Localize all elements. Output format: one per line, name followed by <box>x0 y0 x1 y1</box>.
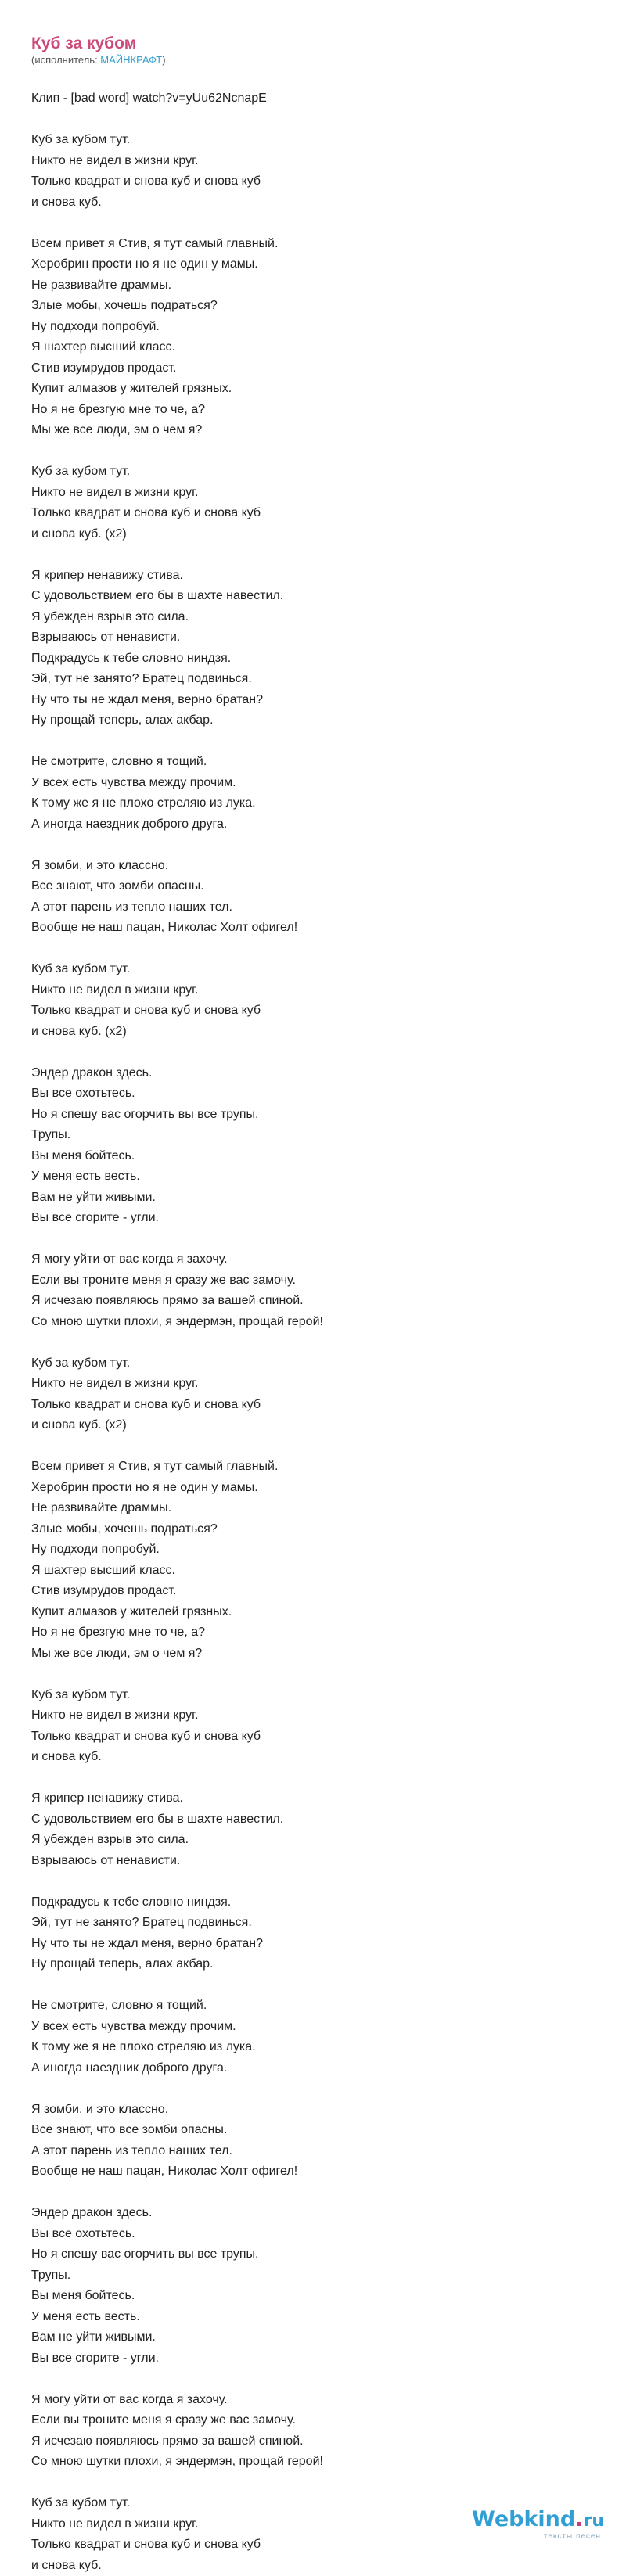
lyric-line: Херобрин прости но я не один у мамы. <box>31 1478 610 1499</box>
lyric-line: Злые мобы, хочешь подраться? <box>31 296 610 317</box>
stanza <box>31 1996 610 2078</box>
stanza <box>31 130 610 213</box>
lyric-line: Никто не видел в жизни круг. <box>31 2514 610 2535</box>
lyric-line: А иногда наездник доброго друга. <box>31 814 610 835</box>
lyric-line: Только квадрат и снова куб и снова куб <box>31 1395 610 1416</box>
lyric-line: Только квадрат и снова куб и снова куб <box>31 503 610 524</box>
lyric-line: Херобрин прости но я не один у мамы. <box>31 254 610 275</box>
lyric-line: Ну прощай теперь, алах акбар. <box>31 710 610 731</box>
stanza <box>31 1249 610 1332</box>
stanza <box>31 2203 610 2369</box>
lyric-line: Только квадрат и снова куб и снова куб <box>31 1726 610 1748</box>
logo-tld: ru <box>583 2511 604 2531</box>
lyric-line: Куб за кубом тут. <box>31 959 610 980</box>
performer-prefix: (исполнитель: <box>31 54 100 66</box>
lyric-line: Я крипер ненавижу стива. <box>31 566 610 587</box>
logo-wordmark <box>472 2509 604 2532</box>
lyric-line: Взрываюсь от ненависти. <box>31 1851 610 1872</box>
lyric-line: Вам не уйти живыми. <box>31 1187 610 1209</box>
lyric-line: Стив изумрудов продаст. <box>31 1581 610 1602</box>
lyric-line: Вы все охотьтесь. <box>31 2224 610 2245</box>
stanza <box>31 856 610 939</box>
lyric-line: и снова куб. (x2) <box>31 1022 610 1043</box>
lyric-line: У всех есть чувства между прочим. <box>31 773 610 794</box>
lyric-line: Не развивайте драммы. <box>31 275 610 296</box>
lyric-line: Вообще не наш пацан, Николас Холт офигел! <box>31 918 610 939</box>
lyric-line: Не смотрите, словно я тощий. <box>31 752 610 773</box>
lyric-line: Вы все сгорите - угли. <box>31 1208 610 1229</box>
lyric-line: и снова куб. (x2) <box>31 1415 610 1436</box>
stanza <box>31 959 610 1042</box>
stanza <box>31 1457 610 1664</box>
lyric-line: К тому же я не плохо стреляю из лука. <box>31 793 610 814</box>
site-logo[interactable] <box>472 2509 604 2541</box>
lyric-line: Эй, тут не занято? Братец подвинься. <box>31 1913 610 1934</box>
stanza <box>31 1685 610 1768</box>
performer-line <box>31 53 610 67</box>
lyric-line: Я убежден взрыв это сила. <box>31 1830 610 1851</box>
stanza <box>31 566 610 731</box>
lyric-line: Только квадрат и снова куб и снова куб <box>31 1001 610 1022</box>
lyric-line: Только квадрат и снова куб и снова куб <box>31 171 610 192</box>
lyric-line: Ну подходи попробуй. <box>31 317 610 338</box>
lyric-line: Если вы троните меня я сразу же вас замочу. <box>31 1270 610 1292</box>
lyric-line: Я крипер ненавижу стива. <box>31 1788 610 1809</box>
lyric-line: и снова куб. <box>31 192 610 214</box>
stanza <box>31 1063 610 1229</box>
lyric-line: Мы же все люди, эм о чем я? <box>31 1644 610 1665</box>
lyric-line: Трупы. <box>31 2265 610 2287</box>
lyric-line: Эндер дракон здесь. <box>31 1063 610 1084</box>
lyric-line: У меня есть весть. <box>31 2307 610 2328</box>
lyric-line: Ну подходи попробуй. <box>31 1539 610 1561</box>
lyric-line: Но я спешу вас огорчить вы все трупы. <box>31 1105 610 1126</box>
lyric-line: Я убежден взрыв это сила. <box>31 607 610 628</box>
lyric-line: Все знают, что все зомби опасны. <box>31 2120 610 2141</box>
lyric-line: Куб за кубом тут. <box>31 130 610 151</box>
logo-dot: . <box>575 2507 583 2531</box>
lyric-line: Всем привет я Стив, я тут самый главный. <box>31 1457 610 1478</box>
lyric-line: Никто не видел в жизни круг. <box>31 1705 610 1726</box>
lyric-line: Вам не уйти живыми. <box>31 2327 610 2348</box>
lyric-line: Со мною шутки плохи, я эндермэн, прощай герой! <box>31 1312 610 1333</box>
lyric-line: Куб за кубом тут. <box>31 2493 610 2514</box>
lyric-line: Вы меня бойтесь. <box>31 2286 610 2307</box>
lyric-line: Ну что ты не ждал меня, верно братан? <box>31 690 610 711</box>
lyric-line: С удовольствием его бы в шахте навестил. <box>31 586 610 607</box>
lyric-line: Со мною шутки плохи, я эндермэн, прощай герой! <box>31 2452 610 2473</box>
lyric-line: Куб за кубом тут. <box>31 1685 610 1706</box>
lyric-line: Только квадрат и снова куб и снова куб <box>31 2535 610 2556</box>
lyric-line: Куб за кубом тут. <box>31 1353 610 1374</box>
lyric-line: У всех есть чувства между прочим. <box>31 2017 610 2038</box>
lyric-line: Ну прощай теперь, алах акбар. <box>31 1954 610 1975</box>
lyric-line: Мы же все люди, эм о чем я? <box>31 420 610 441</box>
lyric-line: Взрываюсь от ненависти. <box>31 627 610 648</box>
lyric-line: Я исчезаю появляюсь прямо за вашей спиной. <box>31 1291 610 1312</box>
lyric-line: Купит алмазов у жителей грязных. <box>31 1602 610 1623</box>
lyric-line: Никто не видел в жизни круг. <box>31 980 610 1001</box>
lyric-line: Не развивайте драммы. <box>31 1498 610 1519</box>
lyric-line: Вы все охотьтесь. <box>31 1083 610 1105</box>
stanza <box>31 234 610 441</box>
lyric-line: А этот парень из тепло наших тел. <box>31 2141 610 2162</box>
lyrics-text <box>31 88 610 2576</box>
stanza <box>31 88 610 110</box>
lyric-line: С удовольствием его бы в шахте навестил. <box>31 1809 610 1831</box>
lyric-line: Если вы троните меня я сразу же вас замочу. <box>31 2410 610 2431</box>
song-title: Куб за кубом <box>31 34 610 53</box>
lyric-line: Всем привет я Стив, я тут самый главный. <box>31 234 610 255</box>
lyric-line: Я шахтер высший класс. <box>31 1561 610 1582</box>
lyric-line: Купит алмазов у жителей грязных. <box>31 379 610 400</box>
lyric-line: А этот парень из тепло наших тел. <box>31 897 610 918</box>
lyric-line: Подкрадусь к тебе словно ниндзя. <box>31 648 610 670</box>
lyric-line: Все знают, что зомби опасны. <box>31 876 610 897</box>
lyric-line: Но я спешу вас огорчить вы все трупы. <box>31 2244 610 2265</box>
lyric-line: Вы все сгорите - угли. <box>31 2348 610 2369</box>
lyric-line: Злые мобы, хочешь подраться? <box>31 1519 610 1540</box>
stanza <box>31 752 610 835</box>
lyric-line: А иногда наездник доброго друга. <box>31 2058 610 2079</box>
lyric-line: Я могу уйти от вас когда я захочу. <box>31 2390 610 2411</box>
lyric-line: Я шахтер высший класс. <box>31 337 610 358</box>
logo-tagline: тексты песен <box>472 2532 601 2541</box>
lyric-line: Эндер дракон здесь. <box>31 2203 610 2224</box>
lyric-line: Куб за кубом тут. <box>31 462 610 483</box>
lyric-line: К тому же я не плохо стреляю из лука. <box>31 2037 610 2058</box>
lyric-line: Подкрадусь к тебе словно ниндзя. <box>31 1892 610 1913</box>
lyric-line: Никто не видел в жизни круг. <box>31 1374 610 1395</box>
lyric-line: Вообще не наш пацан, Николас Холт офигел! <box>31 2161 610 2183</box>
lyric-line: Эй, тут не занято? Братец подвинься. <box>31 669 610 690</box>
lyric-line: У меня есть весть. <box>31 1166 610 1187</box>
lyric-line: Я зомби, и это классно. <box>31 2100 610 2121</box>
lyric-line: Я исчезаю появляюсь прямо за вашей спиной. <box>31 2431 610 2452</box>
lyric-line: и снова куб. <box>31 2556 610 2576</box>
lyric-line: Но я не брезгую мне то че, а? <box>31 1622 610 1644</box>
stanza <box>31 2100 610 2183</box>
lyric-line: Никто не видел в жизни круг. <box>31 151 610 172</box>
stanza <box>31 1353 610 1436</box>
lyric-line: Но я не брезгую мне то че, а? <box>31 400 610 421</box>
lyric-line: Клип - [bad word] watch?v=yUu62NcnapE <box>31 88 610 110</box>
artist-link[interactable]: МАЙНКРАФТ <box>100 54 162 66</box>
lyric-line: Никто не видел в жизни круг. <box>31 483 610 504</box>
lyric-line: и снова куб. (x2) <box>31 524 610 545</box>
stanza <box>31 462 610 544</box>
stanza <box>31 1892 610 1975</box>
lyric-line: Вы меня бойтесь. <box>31 1146 610 1167</box>
lyric-line: и снова куб. <box>31 1747 610 1768</box>
lyric-line: Не смотрите, словно я тощий. <box>31 1996 610 2017</box>
logo-name: Webkind <box>472 2507 575 2531</box>
lyric-line: Я зомби, и это классно. <box>31 856 610 877</box>
stanza <box>31 1788 610 1871</box>
performer-suffix: ) <box>162 54 165 66</box>
lyric-line: Я могу уйти от вас когда я захочу. <box>31 1249 610 1270</box>
lyric-line: Трупы. <box>31 1125 610 1146</box>
lyric-line: Стив изумрудов продаст. <box>31 358 610 379</box>
lyric-line: Ну что ты не ждал меня, верно братан? <box>31 1934 610 1955</box>
stanza <box>31 2390 610 2473</box>
